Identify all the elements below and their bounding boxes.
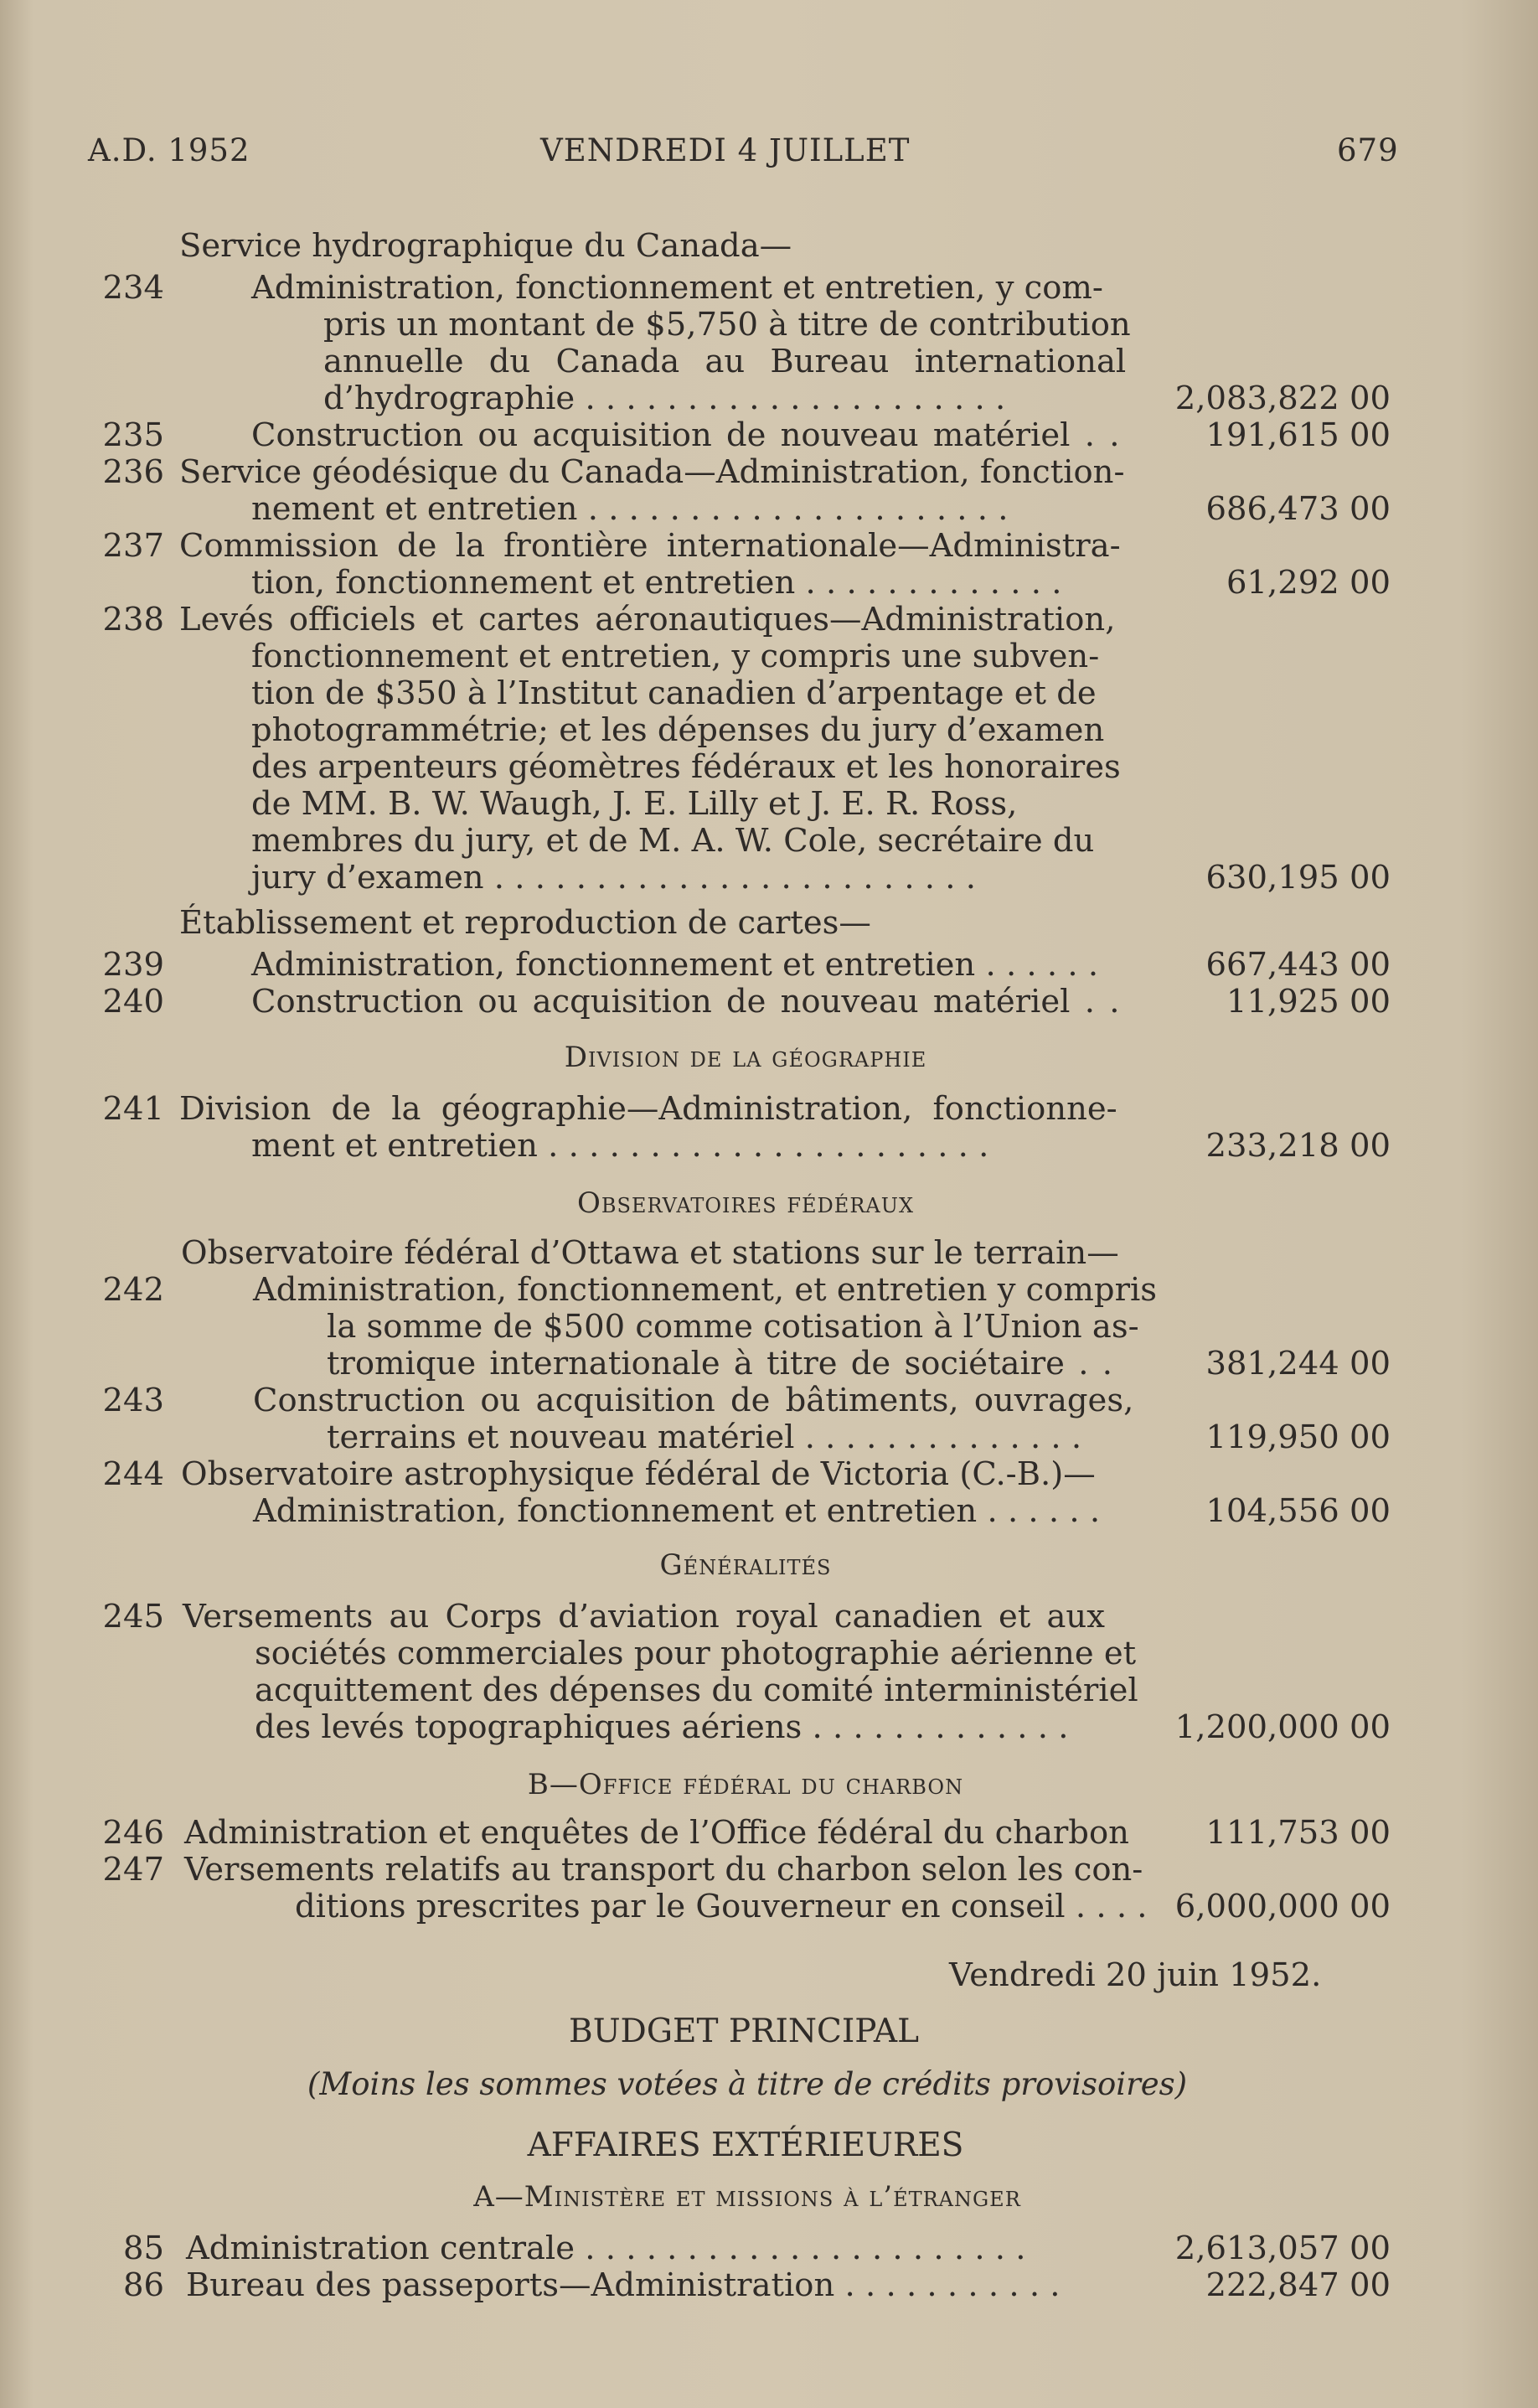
leader-dots: . . . . . . . . . . . . . . . . . . . . . bbox=[587, 490, 1009, 528]
amount: 119,950 00 bbox=[1205, 1418, 1391, 1456]
budget-title: BUDGET PRINCIPAL bbox=[569, 2013, 919, 2050]
date-line: Vendredi 20 juin 1952. bbox=[949, 1956, 1322, 1994]
item-text: terrains et nouveau matériel . . . . . . . . . . . . . . bbox=[327, 1418, 1082, 1456]
vote-number: 234 bbox=[102, 269, 164, 307]
amount: 381,244 00 bbox=[1205, 1345, 1391, 1382]
item-text: ment et entretien . . . . . . . . . . . . . . . . . . . . . . bbox=[251, 1127, 989, 1165]
header-date: VENDREDI 4 JUILLET bbox=[540, 132, 911, 168]
amount: 61,292 00 bbox=[1226, 564, 1391, 602]
item-text: Administration centrale . . . . . . . . . . . . . . . . . . . . . . bbox=[186, 2230, 1026, 2267]
amount: 1,200,000 00 bbox=[1174, 1708, 1391, 1746]
amount: 111,753 00 bbox=[1205, 1814, 1391, 1852]
vote-number: 241 bbox=[102, 1090, 164, 1128]
budget-subtitle: (Moins les sommes votées à titre de crédits provisoires) bbox=[307, 2066, 1188, 2102]
vote-number: 244 bbox=[102, 1455, 164, 1493]
item-text: photogrammétrie; et les dépenses du jury d’examen bbox=[251, 711, 1105, 749]
item-text: Construction ou acquisition de nouveau matériel . . bbox=[251, 416, 1120, 454]
item-text: Service géodésique du Canada—Administration, fonction- bbox=[179, 453, 1125, 491]
item-text: Construction ou acquisition de nouveau matériel . . bbox=[251, 983, 1120, 1021]
vote-number: 240 bbox=[102, 983, 164, 1021]
item-text: pris un montant de $5,750 à titre de contribution bbox=[323, 306, 1131, 344]
item-text: acquittement des dépenses du comité interministériel bbox=[255, 1672, 1138, 1709]
vote-number: 247 bbox=[102, 1851, 164, 1889]
item-text: Construction ou acquisition de bâtiments, ouvrages, bbox=[253, 1382, 1134, 1419]
item-text: de MM. B. W. Waugh, J. E. Lilly et J. E. R. Ross, bbox=[251, 785, 1018, 823]
item-text: tromique internationale à titre de sociétaire . . bbox=[327, 1345, 1112, 1382]
item-text: Administration et enquêtes de l’Office fédéral du charbon bbox=[184, 1814, 1129, 1852]
item-text: jury d’examen . . . . . . . . . . . . . . . . . . . . . . . . bbox=[251, 859, 976, 897]
item-text: Administration, fonctionnement, et entretien y compris bbox=[253, 1271, 1158, 1309]
vote-number: 245 bbox=[102, 1598, 164, 1635]
leader-dots: . . . . . . . . . . . bbox=[844, 2266, 1061, 2304]
item-text: tion de $350 à l’Institut canadien d’arpentage et de bbox=[251, 674, 1097, 712]
item-text: annuelle du Canada au Bureau international bbox=[323, 343, 1127, 380]
department-title: AFFAIRES EXTÉRIEURES bbox=[527, 2126, 964, 2164]
amount: 104,556 00 bbox=[1205, 1492, 1391, 1530]
leader-dots: . . . . . . . . . . . . . . . . . . . . . bbox=[585, 380, 1006, 417]
header-year: A.D. 1952 bbox=[88, 132, 250, 168]
vote-number: 239 bbox=[102, 946, 164, 984]
amount: 2,083,822 00 bbox=[1174, 380, 1391, 417]
section-heading: B—Office fédéral du charbon bbox=[527, 1768, 964, 1801]
vote-number: 243 bbox=[102, 1382, 164, 1419]
subhead-ottawa: Observatoire fédéral d’Ottawa et stations sur le terrain— bbox=[181, 1234, 1119, 1272]
leader-dots: . . bbox=[1084, 983, 1120, 1021]
item-text: d’hydrographie . . . . . . . . . . . . . . . . . . . . . bbox=[323, 380, 1006, 417]
amount: 630,195 00 bbox=[1205, 859, 1391, 897]
item-text: Versements relatifs au transport du charbon selon les con- bbox=[184, 1851, 1143, 1889]
item-text: Versements au Corps d’aviation royal canadien et aux bbox=[183, 1598, 1105, 1635]
vote-number: 236 bbox=[102, 453, 164, 491]
vote-number: 238 bbox=[102, 601, 164, 638]
vote-number: 246 bbox=[102, 1814, 164, 1852]
item-text: membres du jury, et de M. A. W. Cole, secrétaire du bbox=[251, 822, 1095, 860]
item-text: Levés officiels et cartes aéronautiques—Administration, bbox=[179, 601, 1116, 638]
item-text: des arpenteurs géomètres fédéraux et les honoraires bbox=[251, 748, 1121, 786]
amount: 11,925 00 bbox=[1226, 983, 1391, 1021]
amount: 686,473 00 bbox=[1205, 490, 1391, 528]
item-text: tion, fonctionnement et entretien . . . . . . . . . . . . . bbox=[251, 564, 1062, 602]
item-text: la somme de $500 comme cotisation à l’Union as- bbox=[327, 1308, 1139, 1346]
item-text: Administration, fonctionnement et entretien . . . . . . bbox=[251, 946, 1099, 984]
item-text: Administration, fonctionnement et entretien . . . . . . bbox=[253, 1492, 1101, 1530]
section-heading: A—Ministère et missions à l’étranger bbox=[473, 2180, 1021, 2214]
vote-number: 86 bbox=[123, 2266, 164, 2304]
item-text: nement et entretien . . . . . . . . . . . . . . . . . . . . . bbox=[251, 490, 1009, 528]
item-text: Bureau des passeports—Administration . . . . . . . . . . . bbox=[186, 2266, 1061, 2304]
amount: 222,847 00 bbox=[1205, 2266, 1391, 2304]
vote-number: 242 bbox=[102, 1271, 164, 1309]
amount: 667,443 00 bbox=[1205, 946, 1391, 984]
item-text: fonctionnement et entretien, y compris une subven- bbox=[251, 638, 1100, 675]
item-text: ditions prescrites par le Gouverneur en conseil . . . . bbox=[295, 1888, 1148, 1925]
leader-dots: . . . . . . bbox=[985, 946, 1099, 984]
section-heading: Division de la géographie bbox=[564, 1041, 927, 1074]
amount: 2,613,057 00 bbox=[1174, 2230, 1391, 2267]
leader-dots: . . . . . . . . . . . . . bbox=[805, 564, 1062, 602]
leader-dots: . . . . . . . . . . . . . . . . . . . . . . . . bbox=[493, 859, 976, 897]
subhead-hydro: Service hydrographique du Canada— bbox=[179, 227, 792, 265]
item-text: Commission de la frontière internationale—Administra- bbox=[179, 527, 1121, 565]
amount: 191,615 00 bbox=[1205, 416, 1391, 454]
item-text: Division de la géographie—Administration, fonctionne- bbox=[179, 1090, 1117, 1128]
page-number: 679 bbox=[1337, 132, 1399, 168]
section-heading: Généralités bbox=[659, 1548, 832, 1582]
leader-dots: . . . . . . . . . . . . . . . . . . . . . . bbox=[548, 1127, 989, 1165]
section-heading: Observatoires fédéraux bbox=[576, 1186, 915, 1220]
leader-dots: . . . . . . . . . . . . . . bbox=[804, 1418, 1082, 1456]
vote-number: 237 bbox=[102, 527, 164, 565]
leader-dots: . . bbox=[1084, 416, 1120, 454]
leader-dots: . . . . . . . . . . . . . . . . . . . . . . bbox=[585, 2230, 1026, 2267]
amount: 233,218 00 bbox=[1205, 1127, 1391, 1165]
leader-dots: . . . . . . bbox=[987, 1492, 1101, 1530]
subhead-cartes: Établissement et reproduction de cartes— bbox=[179, 904, 871, 942]
vote-number: 85 bbox=[123, 2230, 164, 2267]
item-text: sociétés commerciales pour photographie aérienne et bbox=[255, 1635, 1137, 1672]
item-text: Administration, fonctionnement et entretien, y com- bbox=[251, 269, 1103, 307]
leader-dots: . . bbox=[1078, 1345, 1112, 1382]
item-text: des levés topographiques aériens . . . . . . . . . . . . . bbox=[255, 1708, 1069, 1746]
item-text: Observatoire astrophysique fédéral de Victoria (C.-B.)— bbox=[181, 1455, 1096, 1493]
vote-number: 235 bbox=[102, 416, 164, 454]
amount: 6,000,000 00 bbox=[1174, 1888, 1391, 1925]
leader-dots: . . . . . . . . . . . . . bbox=[812, 1708, 1069, 1746]
leader-dots: . . . . bbox=[1075, 1888, 1148, 1925]
